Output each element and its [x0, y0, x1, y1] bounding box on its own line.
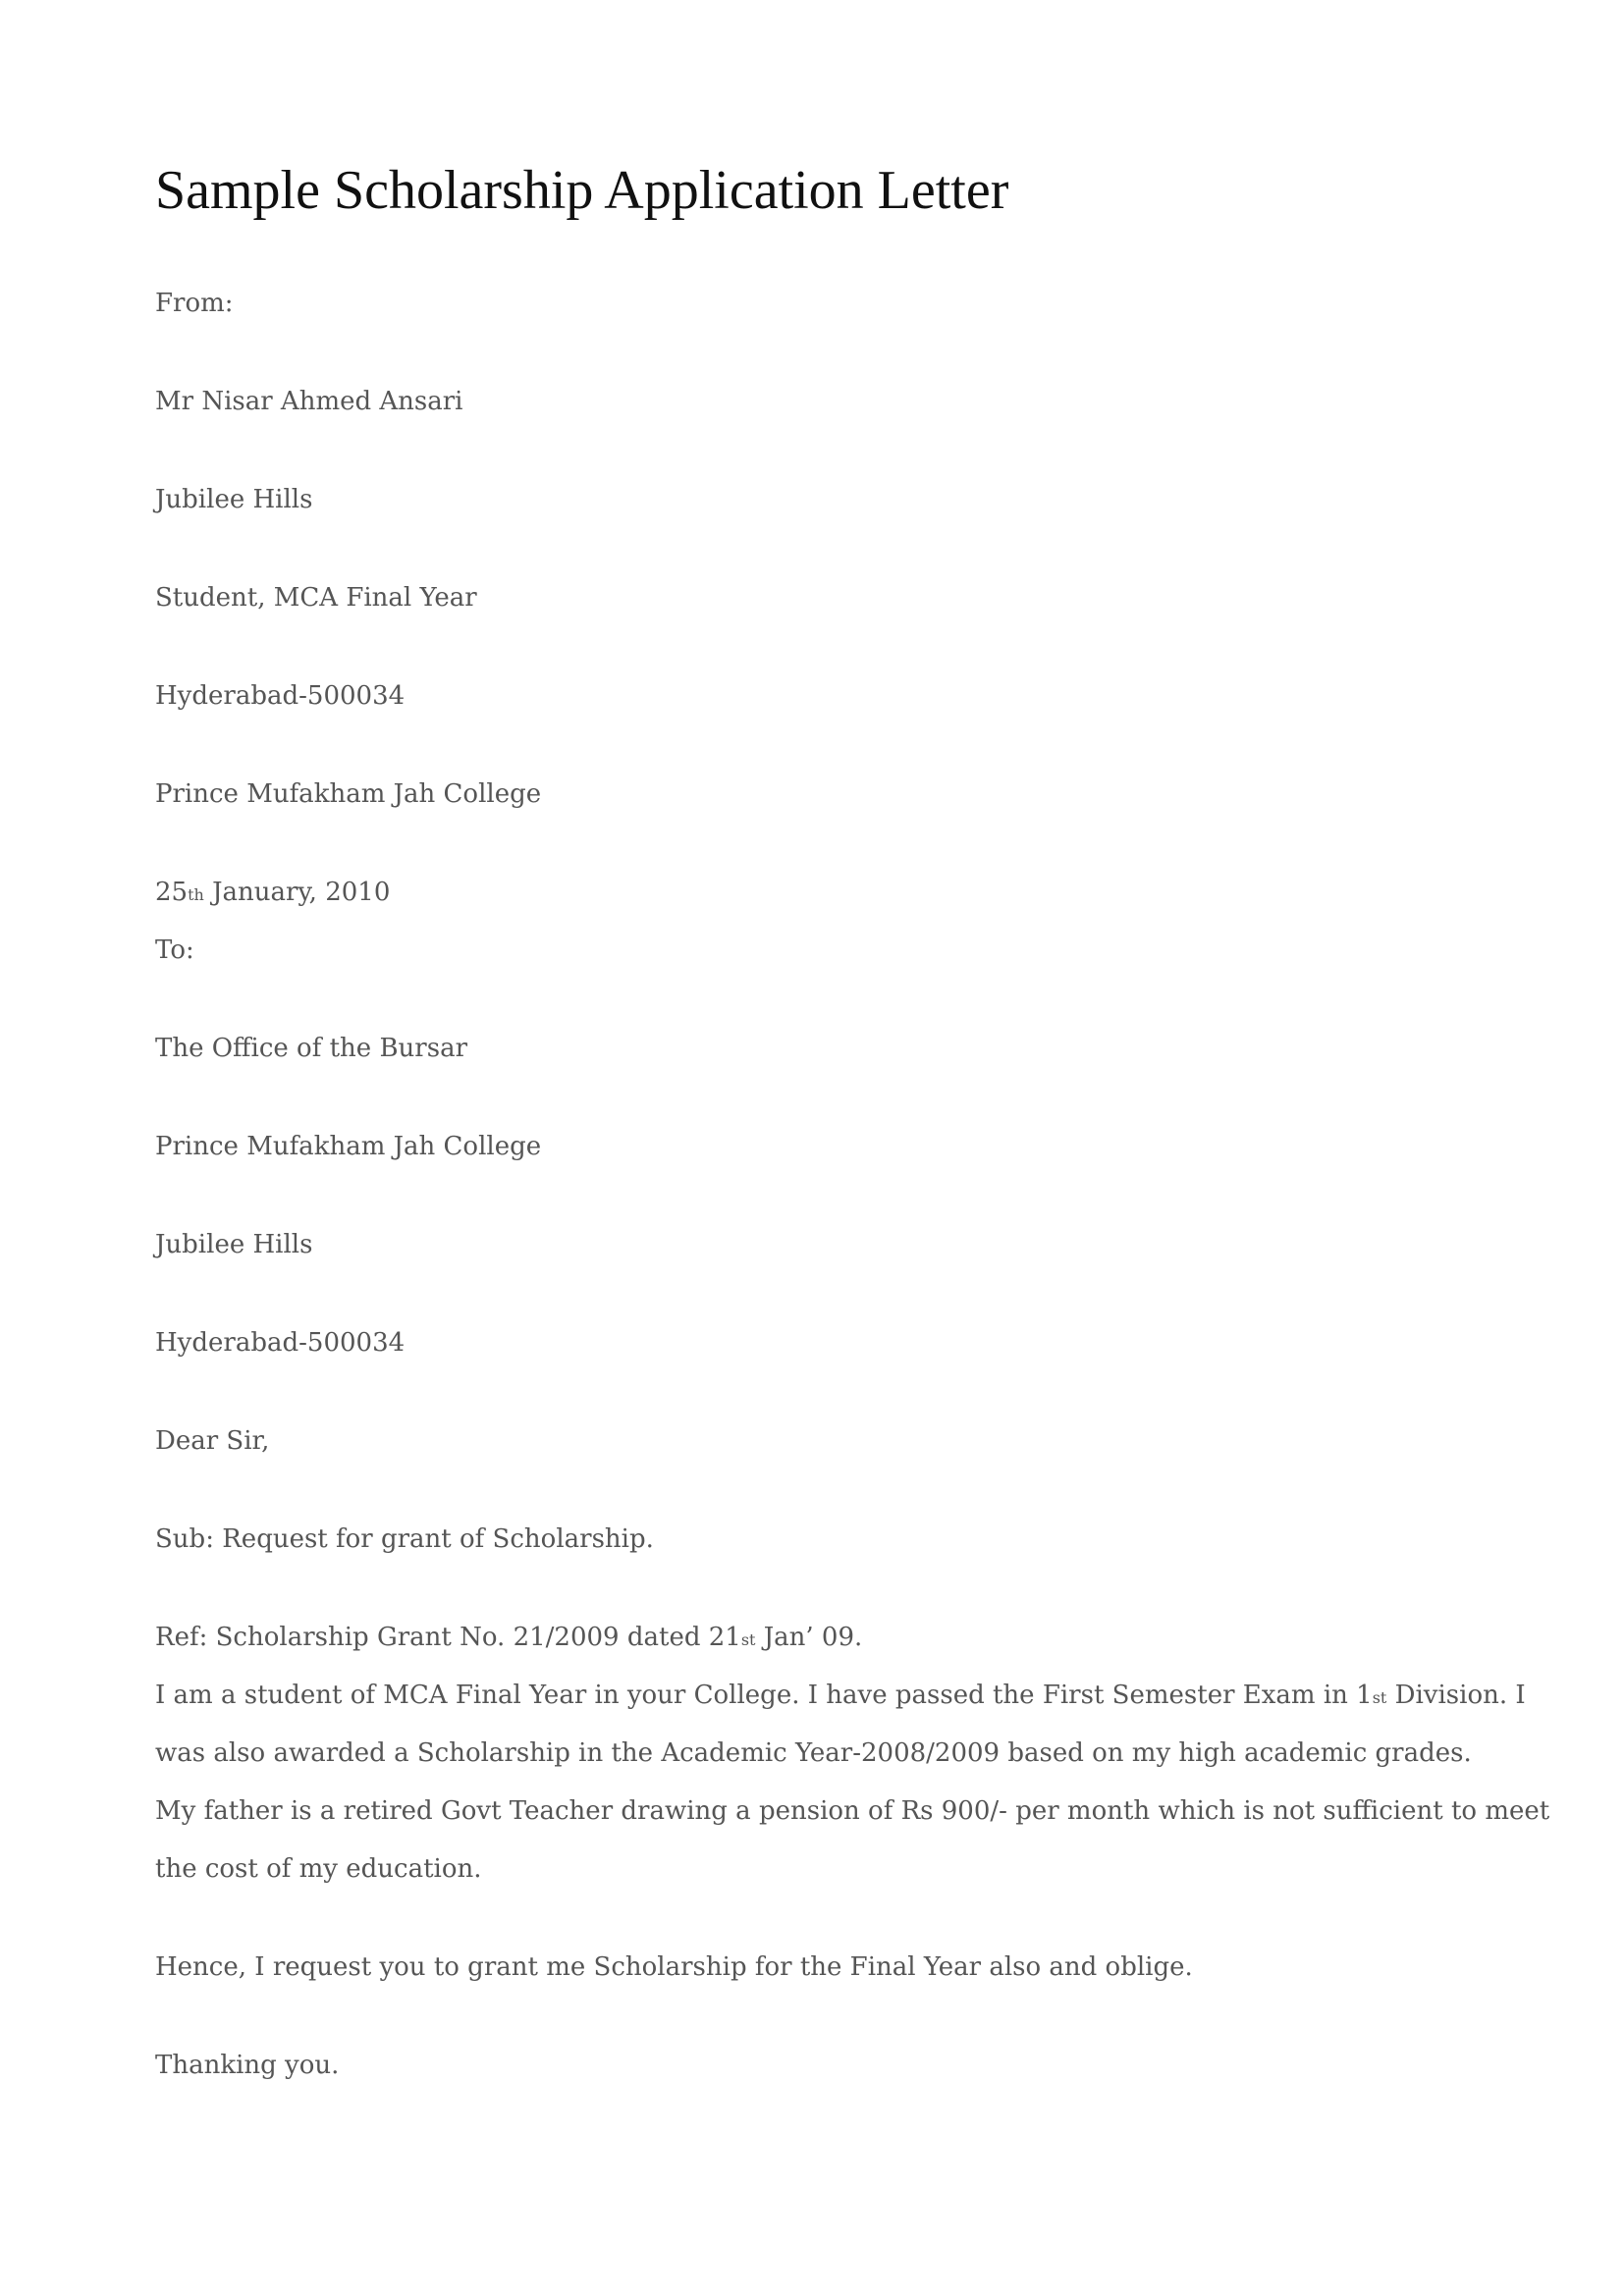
page-title: Sample Scholarship Application Letter — [155, 160, 1009, 221]
body-paragraph-1-line-1 — [155, 1678, 1526, 1716]
subject-line: Sub: Request for grant of Scholarship. — [155, 1524, 654, 1554]
date-day: 25 — [155, 878, 189, 907]
from-label: From: — [155, 289, 234, 318]
recipient-area: Jubilee Hills — [155, 1230, 313, 1259]
reference-text: Ref: Scholarship Grant No. 21/2009 dated 21 — [155, 1623, 741, 1652]
sender-designation: Student, MCA Final Year — [155, 583, 477, 613]
sender-college: Prince Mufakham Jah College — [155, 779, 542, 809]
body-p1-suffix: st — [1372, 1688, 1387, 1707]
letter-date — [155, 875, 390, 913]
reference-line — [155, 1620, 862, 1658]
body-paragraph-2-line-1: My father is a retired Govt Teacher drawing a pension of Rs 900/- per month which is not sufficient to meet — [155, 1796, 1550, 1826]
date-rest: January, 2010 — [203, 878, 391, 907]
body-paragraph-2-line-2: the cost of my education. — [155, 1854, 482, 1884]
reference-end: Jan’ 09. — [755, 1623, 863, 1652]
body-paragraph-3: Hence, I request you to grant me Scholarship for the Final Year also and oblige. — [155, 1952, 1193, 1982]
salutation: Dear Sir, — [155, 1426, 270, 1456]
recipient-office: The Office of the Bursar — [155, 1034, 467, 1063]
body-paragraph-1-line-2: was also awarded a Scholarship in the Academic Year-2008/2009 based on my high academic grades. — [155, 1738, 1472, 1768]
sender-area: Jubilee Hills — [155, 485, 313, 514]
reference-suffix: st — [740, 1630, 756, 1649]
date-day-suffix: th — [188, 885, 204, 904]
recipient-city: Hyderabad-500034 — [155, 1328, 406, 1358]
to-label: To: — [155, 935, 194, 965]
sender-name: Mr Nisar Ahmed Ansari — [155, 387, 463, 416]
body-p1-text: I am a student of MCA Final Year in your College. I have passed the First Semester Exam in 1 — [155, 1681, 1373, 1710]
recipient-college: Prince Mufakham Jah College — [155, 1132, 542, 1161]
closing-line: Thanking you. — [155, 2051, 340, 2080]
body-p1-end: Division. I — [1386, 1681, 1526, 1710]
sender-city: Hyderabad-500034 — [155, 681, 406, 711]
